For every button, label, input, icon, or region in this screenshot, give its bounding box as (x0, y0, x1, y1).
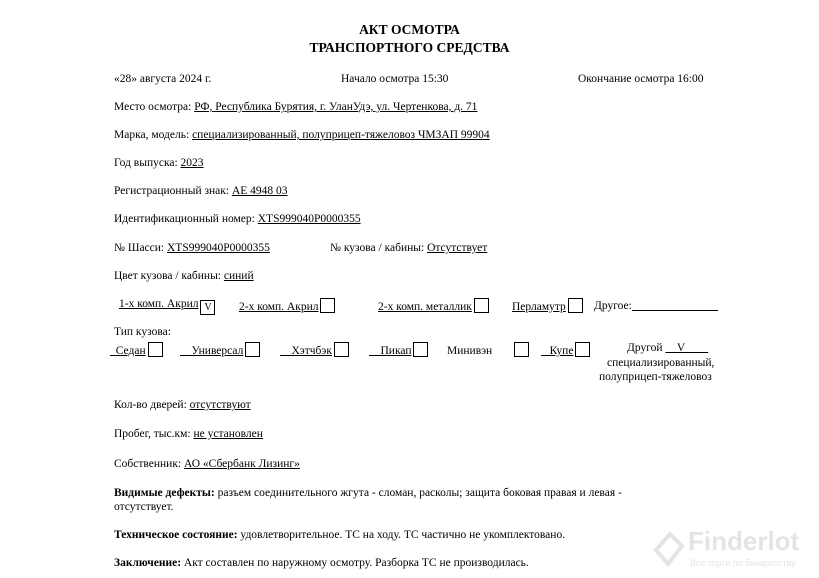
body-type-hatch: Хэтчбэк (280, 342, 349, 357)
body-number-value: Отсутствует (427, 242, 488, 254)
start-time: Начало осмотра 15:30 (341, 73, 449, 85)
paint-opt3: 2-х комп. металлик (378, 298, 489, 313)
body-type-pickup: Пикап (369, 342, 428, 357)
mileage-value: не установлен (193, 428, 263, 440)
date: «28» августа 2024 г. (114, 73, 212, 85)
doors-value: отсутствуют (189, 399, 251, 411)
vin-value: XTS999040P0000355 (257, 213, 361, 225)
paint-opt2-checkbox (320, 298, 335, 313)
minivan-checkbox (514, 342, 529, 357)
place-value: РФ, Республика Бурятия, г. УланУдэ, ул. Чертенкова, д. 71 (194, 101, 478, 113)
tech-row: Техническое состояние: удовлетворительное. ТС на ходу. ТС частично не укомплектовано. (114, 529, 566, 541)
reg-value: АЕ 4948 03 (231, 185, 288, 197)
body-type-coupe: Купе (541, 342, 590, 357)
body-type-label: Тип кузова: (114, 326, 171, 338)
body-type-sedan: Седан (110, 342, 163, 357)
body-number-row: № кузова / кабины: Отсутствует (330, 242, 488, 254)
coupe-checkbox (575, 342, 590, 357)
paint-other-blank (632, 298, 718, 311)
paint-opt1-checkbox: V (200, 300, 215, 315)
paint-opt5: Другое: (594, 298, 718, 312)
paint-opt4: Перламутр (512, 298, 583, 313)
paint-opt2: 2-х комп. Акрил (239, 298, 335, 313)
other-desc-line2: полуприцеп-тяжеловоз (599, 371, 712, 383)
year-row: Год выпуска: 2023 (114, 157, 204, 169)
body-type-other: Другой V (627, 342, 686, 354)
paint-opt1: 1-х комп. Акрил V (119, 298, 215, 315)
body-type-universal: Универсал (180, 342, 260, 357)
vin-row: Идентификационный номер: XTS999040P0000355 (114, 213, 361, 225)
color-row: Цвет кузова / кабины: синий (114, 270, 254, 282)
color-value: синий (223, 270, 254, 282)
defects-row: Видимые дефекты: разъем соединительного жгута - сломан, расколы; защита боковая правая и левая - (114, 487, 622, 499)
year-value: 2023 (180, 157, 204, 169)
hatch-checkbox (334, 342, 349, 357)
defects-row-cont: отсутствует. (114, 501, 174, 513)
owner-row: Собственник: АО «Сбербанк Лизинг» (114, 458, 300, 470)
watermark-logo-icon (652, 524, 686, 570)
watermark: Finderlot Все торги по банкротству (652, 520, 812, 578)
doors-row: Кол-во дверей: отсутствуют (114, 399, 251, 411)
doc-title-line2: ТРАНСПОРТНОГО СРЕДСТВА (309, 40, 510, 55)
reg-row: Регистрационный знак: АЕ 4948 03 (114, 185, 288, 197)
universal-checkbox (245, 342, 260, 357)
other-mark: V (676, 342, 686, 354)
owner-value: АО «Сбербанк Лизинг» (184, 458, 300, 470)
doc-title-line1: АКТ ОСМОТРА (359, 22, 460, 37)
paint-opt4-checkbox (568, 298, 583, 313)
conclusion-row: Заключение: Акт составлен по наружному осмотру. Разборка ТС не производилась. (114, 557, 529, 569)
end-time: Окончание осмотра 16:00 (578, 73, 704, 85)
chassis-row: № Шасси: XTS999040P0000355 (114, 242, 270, 254)
body-type-minivan: Минивэн (447, 342, 529, 357)
pickup-checkbox (413, 342, 428, 357)
model-value: специализированный, полуприцеп-тяжеловоз ЧМЗАП 99904 (192, 129, 490, 141)
place-row: Место осмотра: РФ, Республика Бурятия, г. УланУдэ, ул. Чертенкова, д. 71 (114, 101, 478, 113)
other-desc-line1: специализированный, (607, 357, 715, 369)
mileage-row: Пробег, тыс.км: не установлен (114, 428, 263, 440)
sedan-checkbox (148, 342, 163, 357)
paint-opt3-checkbox (474, 298, 489, 313)
chassis-value: XTS999040P0000355 (167, 242, 270, 254)
model-row: Марка, модель: специализированный, полуприцеп-тяжеловоз ЧМЗАП 99904 (114, 129, 490, 141)
